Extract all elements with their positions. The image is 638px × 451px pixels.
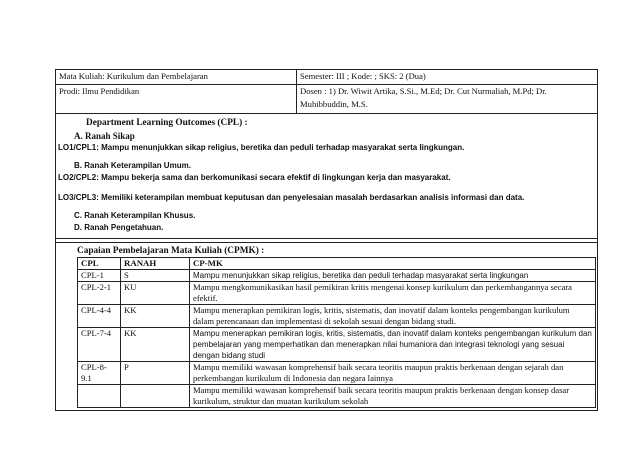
syllabus-table bbox=[55, 69, 598, 411]
col-cpmk: CP-MK bbox=[190, 258, 596, 270]
col-ranah: RANAH bbox=[121, 258, 190, 270]
table-row bbox=[78, 385, 596, 408]
cell-cpl: CPL-2-1 bbox=[78, 282, 121, 305]
cell-ranah: KK bbox=[121, 305, 190, 328]
table-row bbox=[78, 328, 596, 362]
cell-cpmk: Mampu memiliki wawasan komprehensif baik secara teoritis maupun praktis berkenaan dengan sejarah dan perkembangan kurikulum di Indonesia dan negara lainnya bbox=[190, 362, 596, 385]
cell-ranah: P bbox=[121, 362, 190, 385]
cell-cpl: CPL-8-9.1 bbox=[78, 362, 121, 385]
cell-ranah: KU bbox=[121, 282, 190, 305]
cpmk-title: Capaian Pembelajaran Mata Kuliah (CPMK) : bbox=[77, 246, 265, 256]
header-row-1 bbox=[56, 70, 597, 85]
cell-cpl bbox=[78, 385, 121, 408]
cell-cpmk: Mampu mengkomunikasikan hasil pemikiran kritis mengenai konsep kurikulum dan perkembangannya secara efektif. bbox=[190, 282, 596, 305]
table-row bbox=[78, 362, 596, 385]
lo2-text: LO2/CPL2: Mampu bekerja sama dan berkomunikasi secara efektif di lingkungan kerja dan masyarakat. bbox=[58, 173, 451, 182]
cell-ranah: KK bbox=[121, 328, 190, 362]
cpmk-header-row bbox=[78, 258, 596, 270]
lo1-text: LO1/CPL1: Mampu menunjukkan sikap religius, beretika dan peduli terhadap masyarakat serta lingkungan. bbox=[58, 143, 465, 152]
table-row bbox=[78, 270, 596, 282]
header-row-2 bbox=[56, 85, 597, 114]
cell-cpmk: Mampu menerapkan pemikiran logis, kritis, sistematis, dan inovatif dalam konteks pengembangan kurikulum dalam perencanaan dan implementasi di sekolah sesuai dengan bidang studi. bbox=[190, 305, 596, 328]
lo3-text: LO3/CPL3: Memiliki keterampilan membuat keputusan dan penyelesaian masalah berdasarkan analisis informasi dan data. bbox=[58, 193, 525, 202]
cell-ranah: S bbox=[121, 270, 190, 282]
cpmk-section bbox=[56, 243, 597, 410]
section-d-label: D. Ranah Pengetahuan. bbox=[74, 223, 164, 232]
section-a-label: A. Ranah Sikap bbox=[74, 131, 135, 141]
course-name: Mata Kuliah: Kurikulum dan Pembelajaran bbox=[56, 70, 297, 84]
semester-info: Semester: III ; Kode: ; SKS: 2 (Dua) bbox=[300, 71, 426, 81]
lecturer-list: Dosen : 1) Dr. Wiwit Artika, S.Si., M.Ed; Dr. Cut Nurmaliah, M.Pd; Dr. Muhibbuddin, M.S. bbox=[300, 86, 547, 109]
prodi-name: Prodi: Ilmu Pendidikan bbox=[56, 85, 297, 113]
section-b-label: B. Ranah Keterampilan Umum. bbox=[74, 161, 191, 170]
cell-cpl: CPL-1 bbox=[78, 270, 121, 282]
cell-cpmk: Mampu menerapkan pemikiran logis, kritis, sistematis, dan inovatif dalam konteks pengembangan kurikulum dan pembelajaran yang memperhatikan dan menerapkan nilai humaniora dan integrasi teknologi yang sesuai dengan bidang studi bbox=[190, 328, 596, 362]
cell-cpl: CPL-7-4 bbox=[78, 328, 121, 362]
table-row bbox=[78, 305, 596, 328]
table-row bbox=[78, 282, 596, 305]
cell-cpmk: Mampu memiliki wawasan komprehensif baik secara teoritis maupun praktis berkenaan dengan konsep dasar kurikulum, struktur dan muatan kurikulum sekolah bbox=[190, 385, 596, 408]
syllabus-document bbox=[55, 69, 598, 411]
cell-cpmk: Mampu menunjukkan sikap religius, beretika dan peduli terhadap masyarakat serta lingkungan bbox=[190, 270, 596, 282]
cell-ranah bbox=[121, 385, 190, 408]
cell-cpl: CPL-4-4 bbox=[78, 305, 121, 328]
cpl-heading: Department Learning Outcomes (CPL) : bbox=[86, 118, 248, 128]
section-c-label: C. Ranah Keterampilan Khusus. bbox=[74, 211, 196, 220]
cpmk-table bbox=[77, 257, 596, 408]
col-cpl: CPL bbox=[78, 258, 121, 270]
cpl-section bbox=[56, 114, 597, 234]
